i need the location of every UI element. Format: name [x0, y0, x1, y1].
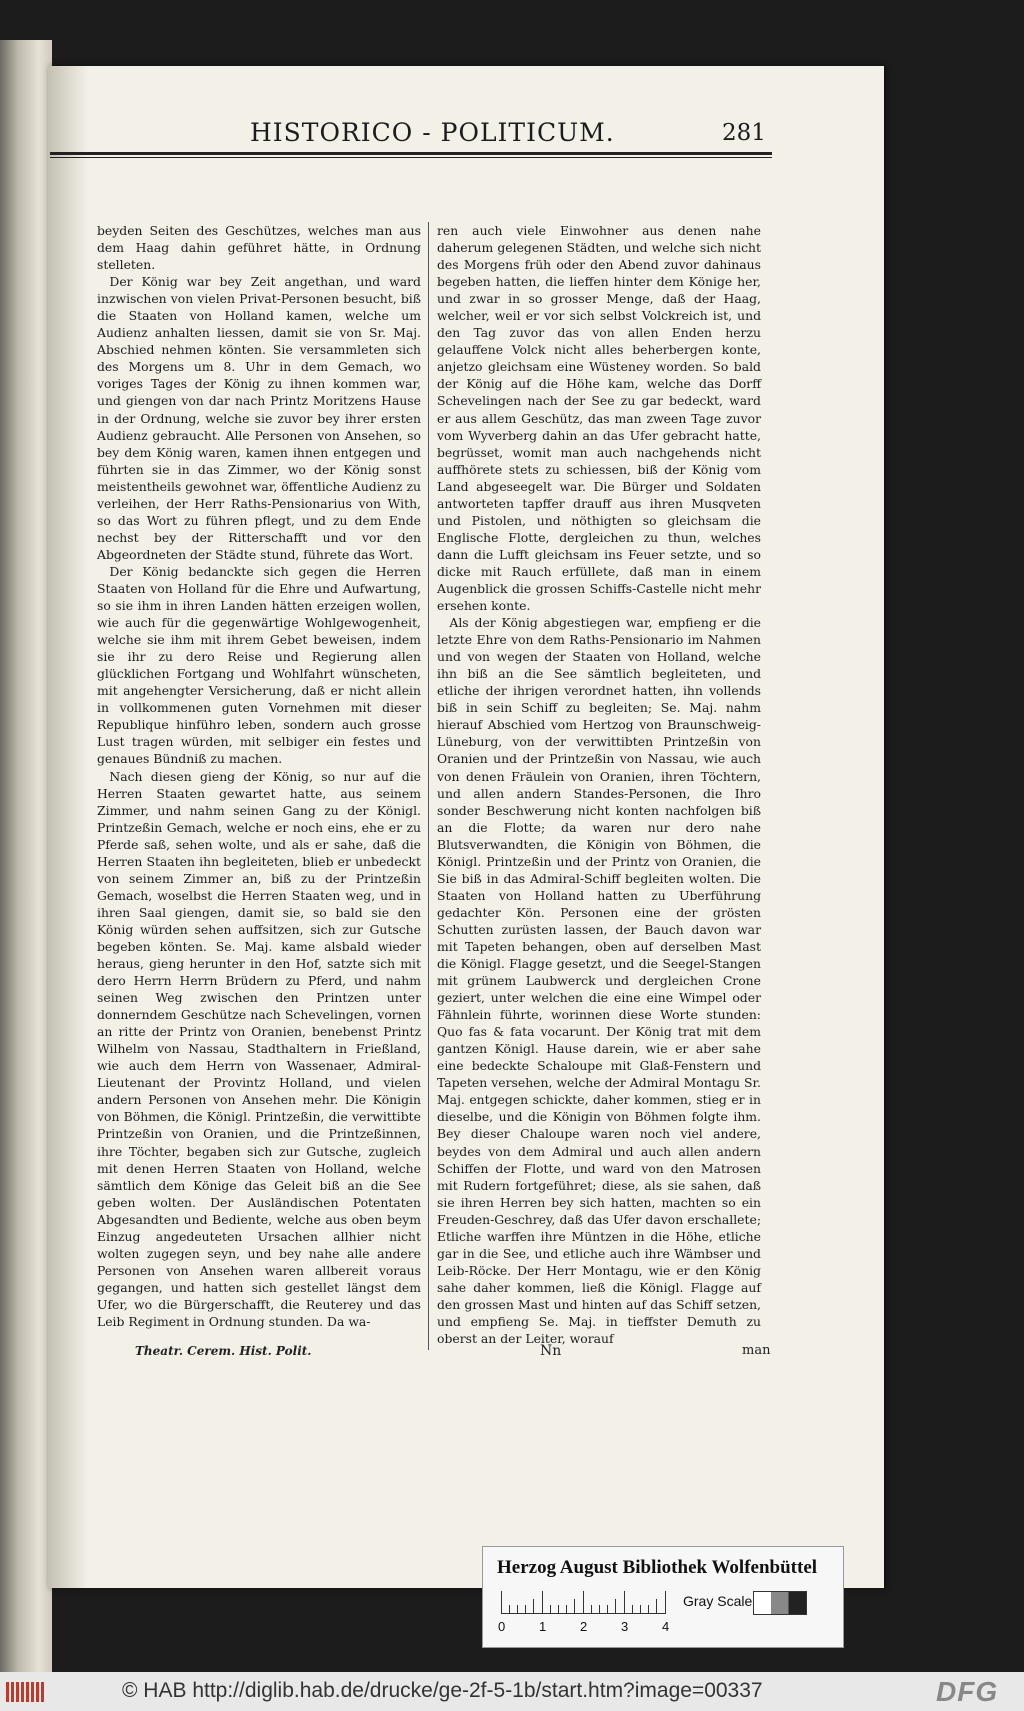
ruler-tick	[550, 1605, 551, 1613]
source-url[interactable]: © HAB http://diglib.hab.de/drucke/ge-2f-5-1b/start.htm?image=00337	[122, 1679, 763, 1702]
ruler-tick	[607, 1605, 608, 1613]
ruler-tick	[574, 1599, 575, 1613]
scale-ruler	[501, 1591, 666, 1614]
paragraph: ren auch viele Einwohner aus denen nahe daherum gelegenen Städten, und welche sich nicht des Morgens früh oder den Abend zuvor dahinaus begeben hatten, die lieffen hinter dem Könige her, und zwar in so grosser Menge, daß der Haag, welcher, weil er vor sich selbst Volckreich ist, und den Tag zuvor das von allen Enden herzu gelauffene Volck nicht alles beherbergen konte, anjetzo gleichsam eine Wüsteney worden. So bald der König auf die Höhe kam, welche das Dorff Schevelingen nach der See zu gar bedeckt, ward er aus allem Geschütz, das man zween Tage zuvor vom Wyverberg dahin an das Ufer gebracht hatte, begrüsset, womit man auch nachgehends nicht auffhörete stets zu schiessen, biß der König vom Land abgeseegelt war. Die Bürger und Soldaten antworteten tapffer drauff aus ihren Musqveten und Pistolen, und nöthigten so gleichsam die Englische Flotte, dergleichen zu thun, welches dann die Lufft gleichsam ins Feuer setzte, und so dicke mit Rauch erfüllete, daß man in einem Augenblick die grossen Schiffs-Castelle nicht mehr ersehen konte.	[437, 223, 761, 614]
ruler-tick	[632, 1605, 633, 1613]
hab-logo-icon	[6, 1682, 46, 1702]
scale-label: 0	[498, 1619, 506, 1634]
ruler-tick	[517, 1605, 518, 1613]
catchword: man	[742, 1343, 771, 1358]
ruler-tick	[558, 1605, 559, 1613]
ruler-tick	[656, 1599, 657, 1613]
ruler-tick	[591, 1605, 592, 1613]
paragraph: Der König war bey Zeit angethan, und ward inzwischen von vielen Privat-Personen besucht, biß die Staaten von Holland kamen, welche um Audienz anhalten liessen, damit sie von Sr. Maj. Abschied nehmen könten. Sie versammleten sich des Morgens um 8. Uhr in dem Gemach, wo voriges Tages der König zu ihnen kommen war, und giengen von dar nach Printz Moritzens Hause in der Ordnung, welche sie zuvor bey ihrer ersten Audienz gebraucht. Alle Personen von Ansehen, so bey dem König waren, kamen ihnen entgegen und führten sie in das Zimmer, wo der König sonst meistentheils gewohnet war, öffentliche Audienz zu verleihen, der Herr Raths-Pensionarius von With, so das Wort zu führen pflegt, und zu dem Ende nechst bey der Ritterschafft und vor den Abgeordneten der Städte stund, führete das Wort.	[97, 274, 421, 562]
gray-scale-label: Gray Scale	[683, 1593, 753, 1609]
book-spine	[0, 40, 52, 1680]
ruler-tick	[501, 1591, 502, 1613]
scale-label: 1	[539, 1619, 547, 1634]
ruler-tick	[533, 1599, 534, 1613]
paragraph: beyden Seiten des Geschützes, welches man aus dem Haag dahin geführet hätte, in Ordnung stelleten.	[97, 223, 421, 273]
header-rule	[50, 152, 772, 155]
ruler-tick	[615, 1599, 616, 1613]
paragraph: Als der König abgestiegen war, empfieng er die letzte Ehre von dem Raths-Pensionario im Nahmen und von wegen der Staaten von Holland, welche ihn biß an die See sämtlich begleiteten, und etliche der ihrigen verordnet hatten, ihn vollends biß in sein Schiff zu begleiten; Se. Maj. nahm hierauf Abschied vom Hertzog von Braunschweig-Lüneburg, von der verwittibten Printzeßin von Oranien und der Printzeßin von Nassau, wie auch von denen Fräulein von Oranien, ihren Töchtern, und allen andern Standes-Personen, die Ihro sonder Beschwerung nicht konten nachfolgen biß an die Flotte; da waren nur dero nahe Blutsverwandten, die Königin von Böhmen, die Königl. Printzeßin und der Printz von Oranien, die Sie biß in das Admiral-Schiff begleiten wolten. Die Staaten von Holland hatten zu Uberführung gedachter Kön. Personen eine der grösten Schutten zurüsten lassen, der Bauch davon war mit Tapeten behangen, oben auf derselben Mast die Königl. Flagge gesetzt, und die Seegel-Stangen mit grünem Laubwerck und dergleichen Crone geziert, unter welchen die eine eine Wimpel oder Fähnlein führte, worinnen diese Worte stunden: Quo fas & fata vocarunt. Der König trat mit dem gantzen Königl. Hause darein, wie er aber sahe eine bedeckte Schaloupe mit Glaß-Fenstern und Tapeten versehen, welche der Admiral Montagu Sr. Maj. entgegen schickte, daher kommen, stieg er in dieselbe, und die Königin von Böhmen folgte ihm. Bey dieser Chaloupe waren noch viel andere, beydes von dem Admiral und auch allen andern Schiffen der Flotte, und ward von den Matrosen mit Rudern fortgeführet; diese, als sie sahen, daß sie ihren Herren bey sich hatten, machten so ein Freuden-Geschrey, daß das Ufer davon erschallete; Etliche warffen ihre Müntzen in die Höhe, etliche gar in die See, und etliche auch ihre Wämbser und Leib-Röcke. Der Herr Montagu, wie er den König sahe daher kommen, ließ die Königl. Flagge auf den grossen Mast und hinten auf das Schiff setzen, und empfieng Se. Maj. in tieffster Demuth zu oberst an der Leiter, worauf	[437, 615, 761, 1347]
paragraph: Der König bedanckte sich gegen die Herren Staaten von Holland für die Ehre und Aufwartung, so sie ihm in ihren Landen hätten erzeigen wollen, wie auch für die gegenwärtige Wohlgewogenheit, welche sie ihm mit ihrem Gebet beweisen, indem sie ihr zu dero Reise und Regierung allen glücklichen Fortgang und Wohlfahrt wünscheten, mit angehengter Versicherung, daß er nicht allein in vollkommenen guten Vornehmen mit dieser Republique hinführo leben, sondern auch grosse Lust tragen würden, mit selbiger ein festes und genaues Bündniß zu machen.	[97, 563, 421, 767]
dfg-logo: DFG	[936, 1676, 999, 1707]
gray-scale-swatch	[753, 1591, 807, 1615]
page-gutter	[48, 66, 88, 1588]
paragraph: Nach diesen gieng der König, so nur auf die Herren Staaten gewartet hatte, aus seinem Zimmer, und nahm seinen Gang zu der Königl. Printzeßin Gemach, welche er noch eins, ehe er zu Pferde saß, sehen wolte, und als er sahe, daß die Herren Staaten ihn begleiteten, blieb er unbedeckt von seinem Zimmer an, biß zu der Printzeßin Gemach, woselbst die Herren Staaten weg, und in ihren Saal giengen, damit sie, so bald sie den König würden sehen auffsitzen, sich zur Gutsche begeben könten. Se. Maj. kame alsbald wieder heraus, gieng herunter in den Hof, satzte sich mit dero Herrn Herrn Brüdern zu Pferd, und nahm seinen Weg zwischen den Printzen unter donnerndem Geschütze nach Schevelingen, vornen an ritte der Printz von Oranien, benebenst Printz Wilhelm von Nassau, Stadthaltern in Frießland, wie auch dem Herrn von Wassenaer, Admiral-Lieutenant der Provintz Holland, und vielen andern Personen von Ansehen mehr. Die Königin von Böhmen, die Königl. Printzeßin, die verwittibte Printzeßin von Oranien, und die Printzeßinnen, ihre Töchter, begaben sich zur Gutsche, zugleich mit denen Herren Staaten von Holland, welche sämtlich dem Könige das Geleit biß an die See geben wolten. Der Ausländischen Potentaten Abgesandten und Bediente, welche aus oben beym Einzug angedeuteten Ursachen allhier nicht wolten zugegen seyn, und bey nahe alle andere Personen von Ansehen waren allbereit voraus gegangen, und hatten sich gestellet längst dem Ufer, wo die Bürgerschafft, die Reuterey und das Leib Regiment in Ordnung stunden. Da wa-	[97, 768, 421, 1329]
ruler-tick	[525, 1605, 526, 1613]
ruler-tick	[648, 1605, 649, 1613]
left-column	[97, 222, 421, 1330]
color-scale-card	[482, 1546, 844, 1648]
ruler-tick	[509, 1605, 510, 1613]
ruler-tick	[599, 1605, 600, 1613]
printer-signature: Theatr. Cerem. Hist. Polit.	[135, 1344, 312, 1358]
ruler-tick	[640, 1605, 641, 1613]
library-name: Herzog August Bibliothek Wolfenbüttel	[497, 1557, 818, 1578]
ruler-tick	[624, 1591, 625, 1613]
header-rule-thin	[50, 157, 772, 158]
footer-bar	[0, 1672, 1024, 1711]
page-number: 281	[722, 120, 766, 146]
scale-label: 4	[662, 1619, 670, 1634]
right-column	[437, 222, 761, 1347]
column-divider	[428, 222, 429, 1350]
ruler-tick	[542, 1591, 543, 1613]
scale-label: 2	[580, 1619, 588, 1634]
signature-mark: Nn	[540, 1343, 562, 1359]
ruler-tick	[583, 1591, 584, 1613]
ruler-tick	[566, 1605, 567, 1613]
scale-label: 3	[621, 1619, 629, 1634]
ruler-tick	[665, 1591, 666, 1613]
running-head: HISTORICO - POLITICUM.	[250, 118, 615, 147]
